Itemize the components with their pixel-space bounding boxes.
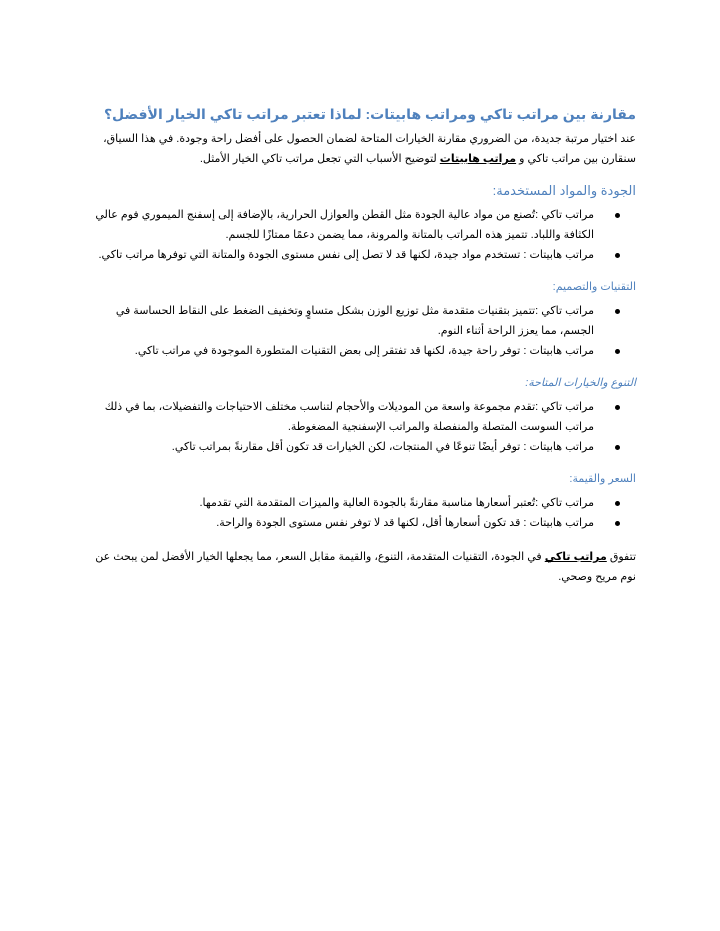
habitat-mattress-link[interactable]: مراتب هابيتات — [439, 153, 517, 165]
section-list-technology — [90, 301, 636, 361]
section-list-price — [90, 493, 636, 533]
bullet-icon — [615, 253, 620, 258]
document-body — [90, 104, 636, 587]
conclusion-paragraph — [90, 547, 636, 587]
list-item — [90, 437, 636, 457]
section-heading-technology: التقنيات والتصميم: — [552, 281, 636, 293]
list-item — [90, 301, 636, 341]
bullet-icon — [615, 309, 620, 314]
list-item-text: مراتب تاكي :تتميز بتقنيات متقدمة مثل توزيع الوزن بشكل متساوٍ وتخفيف الضغط على النقاط الحساسة في الجسم، مما يعزز الراحة أثناء النوم. — [115, 305, 594, 337]
list-item-text: مراتب هابيتات : توفر أيضًا تنوعًا في المنتجات، لكن الخيارات قد تكون أقل مقارنةً بمراتب تاكي. — [171, 441, 594, 453]
list-item — [90, 493, 636, 513]
section-heading-variety: التنوع والخيارات المتاحة: — [525, 377, 636, 389]
section-list-quality — [90, 205, 636, 265]
list-item-text: مراتب تاكي :تُصنع من مواد عالية الجودة مثل القطن والعوازل الحرارية، بالإضافة إلى إسفنج الميموري فوم عالي الكثافة واللباد. تتميز هذه المراتب بالمتانة والمرونة، مما يضمن دعمًا ممتازًا للجسم. — [95, 209, 594, 241]
list-item-text: مراتب تاكي :تُعتبر أسعارها مناسبة مقارنةً بالجودة العالية والميزات المتقدمة التي تقدمها. — [199, 497, 594, 509]
bullet-icon — [615, 405, 620, 410]
list-item-text: مراتب هابيتات : تستخدم مواد جيدة، لكنها قد لا تصل إلى نفس مستوى الجودة والمتانة التي توفرها مراتب تاكي. — [98, 249, 594, 261]
list-item-text: مراتب هابيتات : توفر راحة جيدة، لكنها قد تفتقر إلى بعض التقنيات المتطورة الموجودة في مراتب تاكي. — [134, 345, 594, 357]
list-item — [90, 205, 636, 245]
list-item-text: مراتب تاكي :تقدم مجموعة واسعة من الموديلات والأحجام لتناسب مختلف الاحتياجات والتفضيلات، بما في ذلك مراتب السوست المتصلة والمنفصلة والمراتب الإسفنجية المضغوطة. — [104, 401, 594, 433]
bullet-icon — [615, 501, 620, 506]
list-item — [90, 397, 636, 437]
conclusion-text-before: تتفوق — [606, 551, 636, 563]
conclusion-text-after: في الجودة، التقنيات المتقدمة، التنوع، والقيمة مقابل السعر، مما يجعلها الخيار الأفضل لمن يبحث عن نوم مريح وصحي. — [95, 551, 636, 583]
list-item-text: مراتب هابيتات : قد تكون أسعارها أقل، لكنها قد لا توفر نفس مستوى الجودة والراحة. — [216, 517, 594, 529]
section-heading-quality: الجودة والمواد المستخدمة: — [492, 183, 636, 198]
intro-text-before: عند اختيار مرتبة جديدة، من الضروري مقارنة الخيارات المتاحة لضمان الحصول على أفضل راحة وجودة. في هذا السياق، سنقارن بين مراتب تاكي و — [103, 133, 636, 165]
section-list-variety — [90, 397, 636, 457]
list-item — [90, 341, 636, 361]
bullet-icon — [615, 349, 620, 354]
taki-mattress-link[interactable]: مراتب تاكي — [544, 551, 607, 563]
bullet-icon — [615, 213, 620, 218]
list-item — [90, 245, 636, 265]
document-title: مقارنة بين مراتب تاكي ومراتب هابيتات: لماذا تعتبر مراتب تاكي الخيار الأفضل؟ — [103, 106, 636, 122]
bullet-icon — [615, 521, 620, 526]
bullet-icon — [615, 445, 620, 450]
intro-paragraph — [90, 129, 636, 169]
section-heading-price: السعر والقيمة: — [569, 473, 636, 485]
intro-text-after: لتوضيح الأسباب التي تجعل مراتب تاكي الخيار الأمثل. — [199, 153, 440, 165]
list-item — [90, 513, 636, 533]
